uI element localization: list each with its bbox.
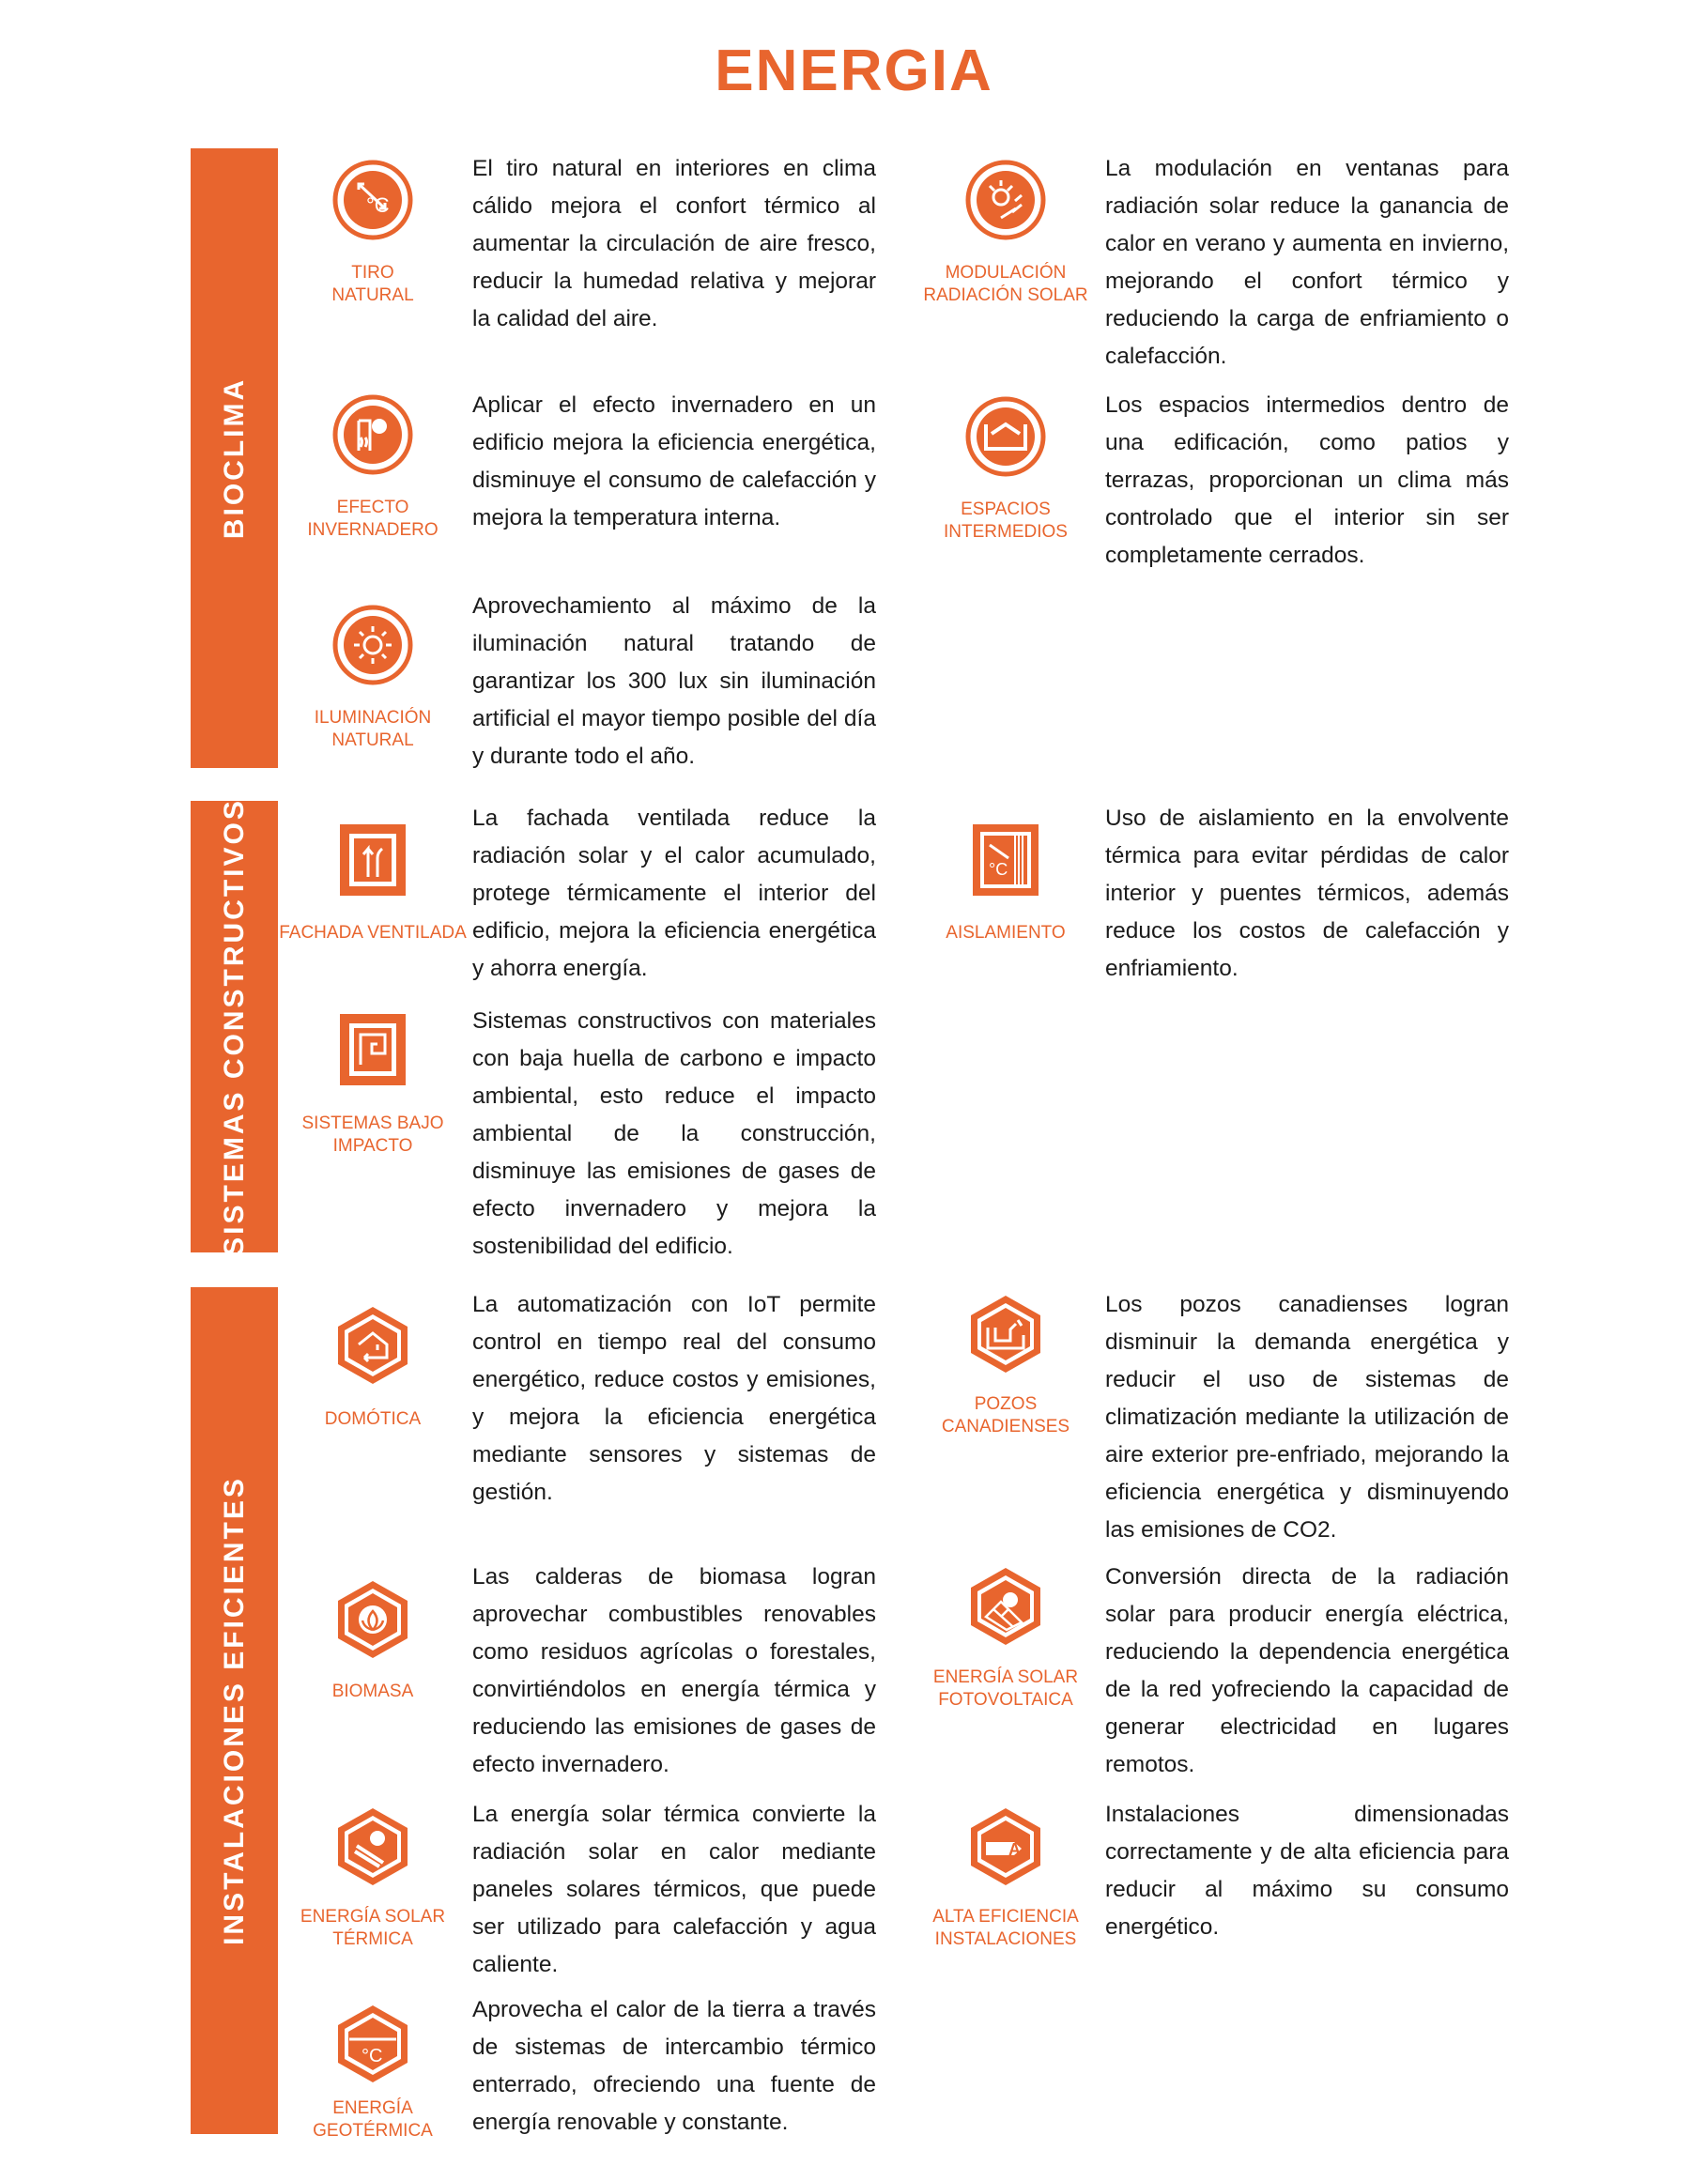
item-label: MODULACIÓN RADIACIÓN SOLAR <box>923 263 1088 305</box>
item-description: Los pozos canadienses logran disminuir la demanda energética y reducir el uso de sistemas de climatización mediante la utilización de aire exterior pre-enfriado, mejorando la eficiencia energética y disminuyendo las emisiones de CO2. <box>1105 1292 1509 1543</box>
item-description: La modulación en ventanas para radiación solar reduce la ganancia de calor en verano y aumenta en invierno, mejorando el confort térmico y reduciendo la carga de enfriamiento o calefacción. <box>1105 156 1509 369</box>
item-label: EFECTO INVERNADERO <box>307 498 439 540</box>
item-description: El tiro natural en interiores en clima cálido mejora el confort térmico al aumentar la circulación de aire fresco, reducir la humedad relativa y mejorar la calidad del aire. <box>472 156 876 331</box>
svg-text:°C: °C <box>989 860 1008 879</box>
domotica-icon <box>331 1303 415 1388</box>
item-label: POZOS CANADIENSES <box>941 1394 1070 1436</box>
section-label: SISTEMAS CONSTRUCTIVOS <box>218 797 250 1256</box>
item-description: Aprovecha el calor de la tierra a través de sistemas de intercambio térmico enterrado, ofreciendo una fuente de energía renovable y constante. <box>472 1997 876 2135</box>
item-description: Los espacios intermedios dentro de una edificación, como patios y terrazas, proporcionan un clima más controlado que el interior sin ser completamente cerrados. <box>1105 392 1509 568</box>
svg-text:A: A <box>1008 1840 1021 1859</box>
item-label: ILUMINACIÓN NATURAL <box>314 708 432 750</box>
item-description: La fachada ventilada reduce la radiación solar y el calor acumulado, protege térmicamente el interior del edificio, mejora la eficiencia energética y ahorra energía. <box>472 806 876 981</box>
item-description: Sistemas constructivos con materiales con baja huella de carbono e impacto ambiental, esto reduce el impacto ambiental de la construcción, disminuye las emisiones de gases de efecto invernadero y mejora la sostenibilidad del edificio. <box>472 1008 876 1259</box>
aislamiento-icon <box>963 817 1048 901</box>
item-label: ENERGÍA GEOTÉRMICA <box>313 2098 433 2141</box>
section-band-instalaciones-eficientes <box>191 1287 278 2134</box>
item-label: ESPACIOS INTERMEDIOS <box>944 499 1068 542</box>
item-description: Las calderas de biomasa logran aprovechar combustibles renovables como residuos agrícolas o forestales, convirtiéndolos en energía térmica y reduciendo las emisiones de gases de efecto invernadero. <box>472 1564 876 1777</box>
item-label: ENERGÍA SOLAR FOTOVOLTAICA <box>932 1667 1079 1710</box>
item-label: ALTA EFICIENCIA INSTALACIONES <box>932 1907 1079 1949</box>
efecto-invernadero-icon <box>331 392 415 477</box>
energia-solar-fotovoltaica-icon <box>963 1564 1048 1649</box>
iluminacion-natural-icon <box>331 603 415 687</box>
svg-text:°C: °C <box>362 2046 383 2066</box>
item-label: TIRO NATURAL <box>331 263 414 305</box>
espacios-intermedios-icon <box>963 394 1048 479</box>
section-band-sistemas-constructivos <box>191 797 278 1256</box>
item-description: Uso de aislamiento en la envolvente térmica para evitar pérdidas de calor interior y puentes térmicos, además reduce los costos de calefacción y enfriamiento. <box>1105 806 1509 981</box>
energia-geotermica-icon <box>331 2002 415 2086</box>
page-title: ENERGIA <box>715 38 993 103</box>
section-label: BIOCLIMA <box>218 376 250 540</box>
sistemas-bajo-impacto-icon <box>331 1006 415 1091</box>
item-description: Aprovechamiento al máximo de la iluminación natural tratando de garantizar los 300 lux sin iluminación artificial el mayor tiempo posible del día y durante todo el año. <box>472 593 876 769</box>
section-band-bioclima <box>191 148 278 768</box>
svg-text:°C: °C <box>366 193 390 217</box>
fachada-ventilada-icon <box>331 817 415 901</box>
item-label: FACHADA VENTILADA <box>279 923 467 943</box>
section-label: INSTALACIONES EFICIENTES <box>218 1476 250 1945</box>
item-label: DOMÓTICA <box>324 1409 422 1429</box>
biomasa-icon <box>331 1577 415 1662</box>
item-label: BIOMASA <box>331 1682 414 1701</box>
pozos-canadienses-icon <box>963 1292 1048 1376</box>
item-description: Aplicar el efecto invernadero en un edificio mejora la eficiencia energética, disminuye el consumo de calefacción y mejora la temperatura interna. <box>472 392 876 530</box>
item-description: Instalaciones dimensionadas correctamente y de alta eficiencia para reducir al máximo su consumo energético. <box>1105 1802 1509 1940</box>
item-description: La automatización con IoT permite control en tiempo real del consumo energético, reduce costos y emisiones, y mejora la eficiencia energética mediante sensores y sistemas de gestión. <box>472 1292 876 1505</box>
item-label: AISLAMIENTO <box>946 923 1066 943</box>
energia-solar-termica-icon <box>331 1805 415 1889</box>
item-label: SISTEMAS BAJO IMPACTO <box>301 1114 444 1156</box>
item-description: Conversión directa de la radiación solar para producir energía eléctrica, reduciendo la dependencia energética de la red yofreciendo la capacidad de generar electricidad en lugares remotos. <box>1105 1564 1509 1777</box>
item-label: ENERGÍA SOLAR TÉRMICA <box>300 1907 446 1949</box>
tiro-natural-icon <box>331 158 415 242</box>
alta-eficiencia-instalaciones-icon <box>963 1805 1048 1889</box>
modulacion-radiacion-solar-icon <box>963 158 1048 242</box>
item-description: La energía solar térmica convierte la radiación solar en calor mediante paneles solares térmicos, que puede ser utilizado para calefacción y agua caliente. <box>472 1802 876 1977</box>
